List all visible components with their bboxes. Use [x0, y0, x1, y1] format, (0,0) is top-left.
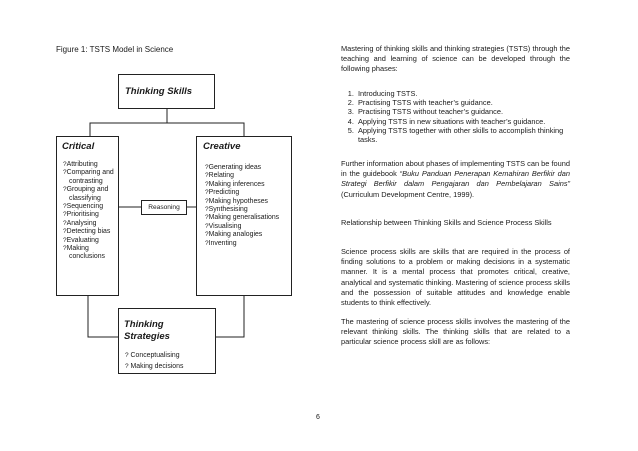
section-heading: Relationship between Thinking Skills and Science Process Skills: [341, 218, 552, 227]
list-item: ?Inventing: [205, 239, 237, 247]
list-item: ?Making analogies: [205, 231, 263, 239]
creative-title: Creative: [203, 141, 241, 152]
further-info-paragraph: Further information about phases of implementing TSTS can be found in the guidebook “Buku Panduan Penerapan Kemahiran Berfikir dan Strategi Berfikir dalam Pengajaran dan Pembelajaran Sains” (Curriculum Development Centre, 1999).: [341, 159, 571, 199]
list-item: ?Visualising: [205, 222, 242, 230]
creative-box: [196, 136, 292, 296]
list-item: ?Comparing and contrasting: [63, 169, 114, 185]
list-item: ?Making generalisations: [205, 214, 280, 222]
list-item: ? Making decisions: [125, 362, 184, 370]
list-item: ?Making conclusions: [63, 245, 106, 261]
list-item: ?Relating: [205, 172, 234, 180]
critical-title: Critical: [62, 141, 95, 152]
list-item: ?Attributing: [63, 161, 98, 168]
list-item: ?Prioritising: [63, 211, 99, 219]
creative-list: [202, 164, 290, 248]
list-item: ?Grouping and classifying: [63, 186, 109, 202]
list-item: ? Conceptualising: [125, 352, 180, 359]
list-item: ?Generating ideas: [205, 164, 262, 171]
page-number: 6: [316, 414, 320, 421]
thinking-strategies-title: Thinking Strategies: [124, 319, 170, 342]
phases-list: [341, 89, 570, 144]
list-item: ?Analysing: [63, 219, 97, 227]
list-item: 1. Introducing TSTS.: [356, 89, 570, 98]
intro-paragraph: Mastering of thinking skills and thinking strategies (TSTS) through the teaching and learning of science can be developed through the following phases:: [341, 44, 570, 74]
thinking-strategies-box: [118, 308, 216, 374]
thinking-skills-box: [118, 74, 215, 109]
list-item: 5. Applying TSTS together with other skills to accomplish thinking tasks.: [356, 126, 570, 144]
list-item: ?Making inferences: [205, 180, 265, 188]
critical-box: [56, 136, 119, 296]
list-item: ?Making hypotheses: [205, 197, 268, 205]
thinking-skills-title: Thinking Skills: [125, 86, 193, 97]
list-item: ?Predicting: [205, 189, 240, 197]
list-item: 4. Applying TSTS in new situations with teacher’s guidance.: [356, 117, 570, 126]
critical-list: [60, 161, 120, 262]
list-item: ?Evaluating: [63, 236, 99, 244]
list-item: ?Synthesising: [205, 206, 248, 214]
mastering-paragraph: The mastering of science process skills involves the mastering of the relevant thinking skills. The thinking skills that are related to a particular science process skill are as follows:: [341, 317, 570, 347]
list-item: ?Sequencing: [63, 203, 104, 211]
process-skills-paragraph: Science process skills are skills that are required in the process of finding solutions to a problem or making decisions in a systematic manner. It is a mental process that promotes critical, creative, analytical and systematic thinking. Mastering of science process skills and the possession of suitable attitudes and knowledge enable students to think effectively.: [341, 247, 570, 308]
list-item: 2. Practising TSTS with teacher’s guidance.: [356, 98, 570, 107]
strategies-list: [122, 351, 216, 372]
figure-caption: Figure 1: TSTS Model in Science: [56, 45, 174, 54]
list-item: 3. Practising TSTS without teacher’s guidance.: [356, 107, 570, 116]
reasoning-box: Reasoning: [141, 200, 187, 215]
list-item: ?Detecting bias: [63, 228, 111, 236]
